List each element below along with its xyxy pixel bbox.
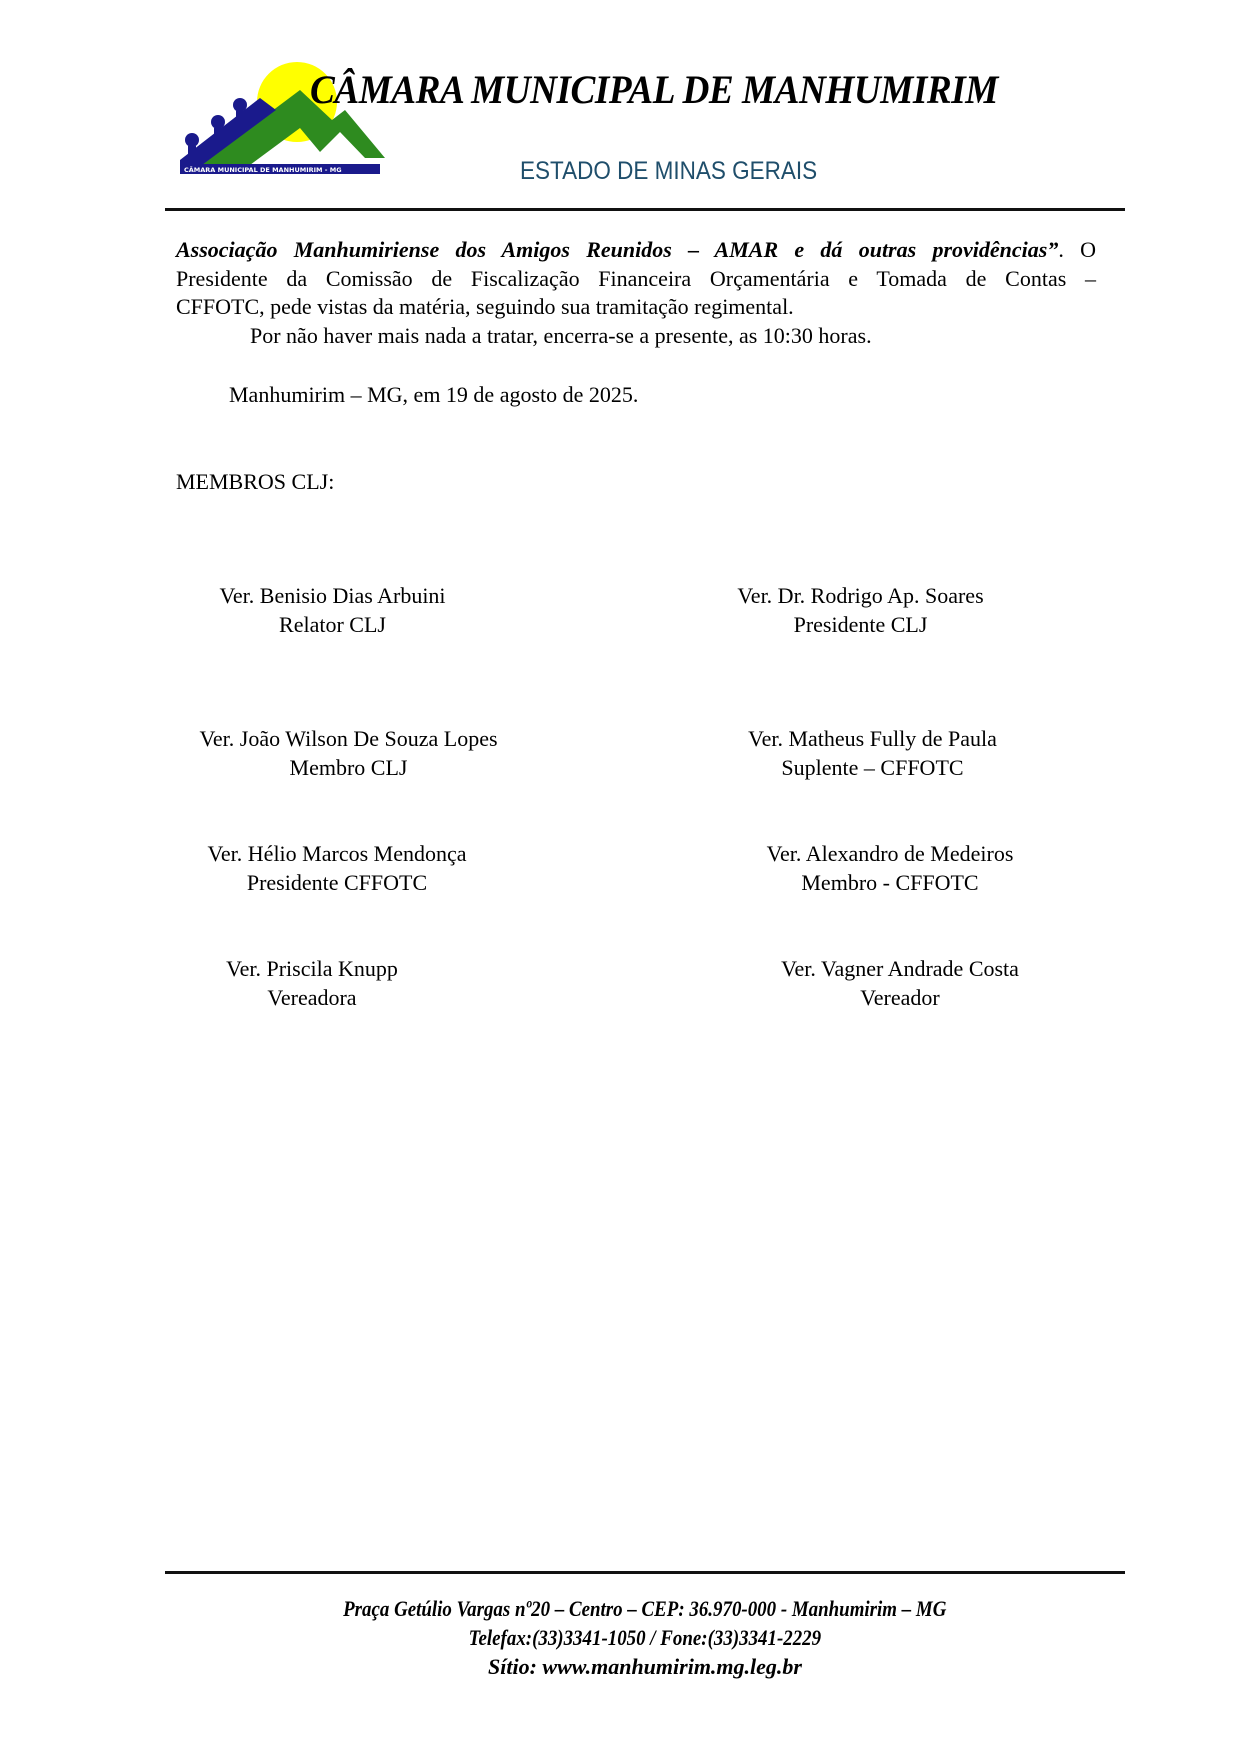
signer-role: Presidente CLJ <box>793 611 928 637</box>
paragraph-line-3: CFFOTC, pede vistas da matéria, seguindo sua tramitação regimental. <box>176 294 794 319</box>
signature-block <box>200 582 465 639</box>
signer-role: Relator CLJ <box>279 611 386 637</box>
signature-block <box>188 840 486 897</box>
signer-name: Ver. Benisio Dias Arbuini <box>219 583 446 608</box>
paragraph-line-1 <box>176 236 1096 265</box>
signer-name: Ver. Matheus Fully de Paula <box>748 726 997 751</box>
footer <box>165 1594 1125 1681</box>
signer-role: Presidente CFFOTC <box>246 869 428 895</box>
signer-name: Ver. Alexandro de Medeiros <box>766 841 1014 866</box>
signature-block <box>760 955 1040 1012</box>
page-subtitle: ESTADO DE MINAS GERAIS <box>520 157 818 185</box>
members-heading: MEMBROS CLJ: <box>176 469 335 494</box>
signature-block <box>212 955 412 1012</box>
signature-block <box>718 582 1003 639</box>
signer-role: Membro - CFFOTC <box>801 869 979 895</box>
page-title: CÂMARA MUNICIPAL DE MANHUMIRIM <box>310 67 998 112</box>
signer-name: Ver. Vagner Andrade Costa <box>781 956 1019 981</box>
signer-name: Ver. Dr. Rodrigo Ap. Soares <box>737 583 984 608</box>
signer-role: Vereadora <box>267 984 357 1010</box>
signature-block <box>176 725 521 782</box>
footer-address: Praça Getúlio Vargas nº20 – Centro – CEP: 36.970-000 - Manhumirim – MG <box>343 1596 947 1621</box>
signer-role: Membro CLJ <box>289 754 408 780</box>
footer-site: Sítio: www.manhumirim.mg.leg.br <box>488 1654 802 1679</box>
signature-block <box>745 840 1035 897</box>
signer-name: Ver. Hélio Marcos Mendonça <box>207 841 467 866</box>
footer-divider <box>165 1571 1125 1574</box>
signer-name: Ver. Priscila Knupp <box>226 956 398 981</box>
body-paragraph <box>176 236 1096 350</box>
signature-block <box>730 725 1015 782</box>
signer-role: Vereador <box>860 984 940 1010</box>
logo-caption: CÂMARA MUNICIPAL DE MANHUMIRIM - MG <box>184 166 342 174</box>
footer-phones: Telefax:(33)3341-1050 / Fone:(33)3341-2229 <box>468 1625 822 1650</box>
signer-role: Suplente – CFFOTC <box>781 754 964 780</box>
paragraph-continuation: . O <box>1058 237 1096 262</box>
bill-title: Associação Manhumiriense dos Amigos Reunidos – AMAR e dá outras providências” <box>176 237 1059 262</box>
header-divider <box>165 208 1125 211</box>
closing-sentence: Por não haver mais nada a tratar, encerra-se a presente, as 10:30 horas. <box>250 322 872 348</box>
paragraph-line-2: Presidente da Comissão de Fiscalização Financeira Orçamentária e Tomada de Contas – <box>176 265 1096 291</box>
signer-name: Ver. João Wilson De Souza Lopes <box>199 726 498 751</box>
date-line: Manhumirim – MG, em 19 de agosto de 2025. <box>229 382 639 407</box>
